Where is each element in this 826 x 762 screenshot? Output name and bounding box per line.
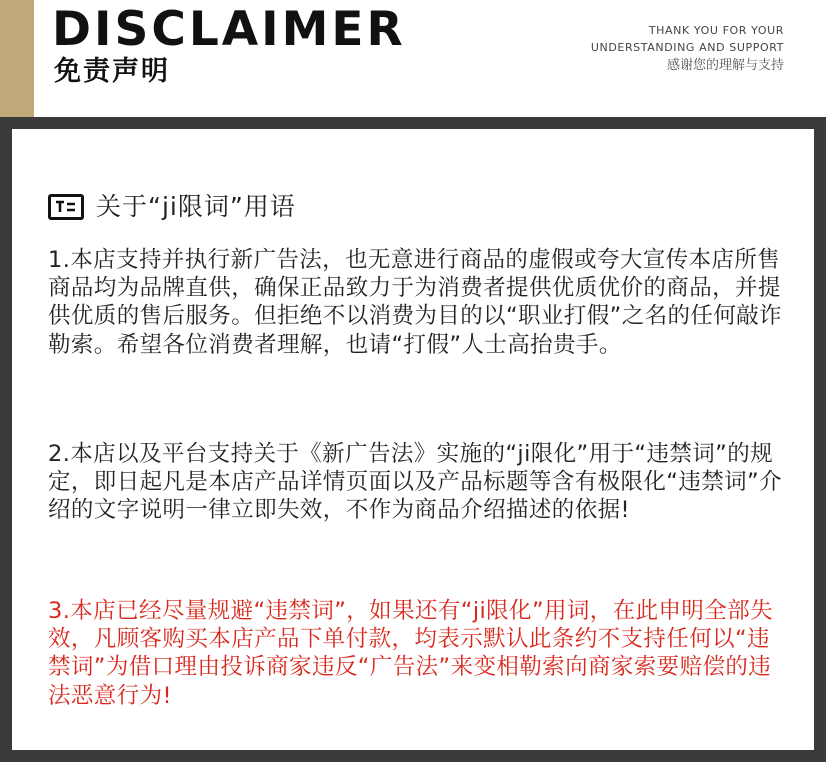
thanks-cn: 感谢您的理解与支持 — [666, 58, 784, 73]
thanks-line-1: THANK YOU FOR YOUR — [648, 24, 784, 37]
page-title: DISCLAIMER — [52, 2, 406, 57]
content-panel — [12, 129, 814, 750]
paragraph-1: 1.本店支持并执行新广告法，也无意进行商品的虚假或夸大宣传本店所售商品均为品牌直供，确保正品致力于为消费者提供优质优价的商品，并提供优质的售后服务。但拒绝不以消费为目的以“职业打假”之名的任何敲诈勒索。希望各位消费者理解，也请“打假”人士高抬贵手。 — [48, 247, 783, 358]
thanks-line-2: UNDERSTANDING AND SUPPORT — [590, 41, 784, 54]
section-title: 关于“ji限词”用语 — [96, 192, 296, 221]
gold-accent-bar — [0, 0, 34, 117]
content-frame — [0, 117, 826, 762]
paragraph-2: 2.本店以及平台支持关于《新广告法》实施的“ji限化”用于“违禁词”的规定，即日起凡是本店产品详情页面以及产品标题等含有极限化“违禁词”介绍的文字说明一律立即失效，不作为商品介绍描述的依据! — [48, 441, 783, 524]
section-heading — [48, 191, 296, 223]
tc-icon — [48, 194, 84, 220]
page-title-cn: 免责声明 — [54, 56, 170, 87]
thanks-block — [591, 22, 784, 76]
paragraph-3-warning: 3.本店已经尽量规避“违禁词”，如果还有“ji限化”用词，在此申明全部失效，凡顾客购买本店产品下单付款，均表示默认此条约不支持任何以“违禁词”为借口理由投诉商家违反“广告法”来变相勒索向商家索要赔偿的违法恶意行为! — [48, 598, 773, 709]
